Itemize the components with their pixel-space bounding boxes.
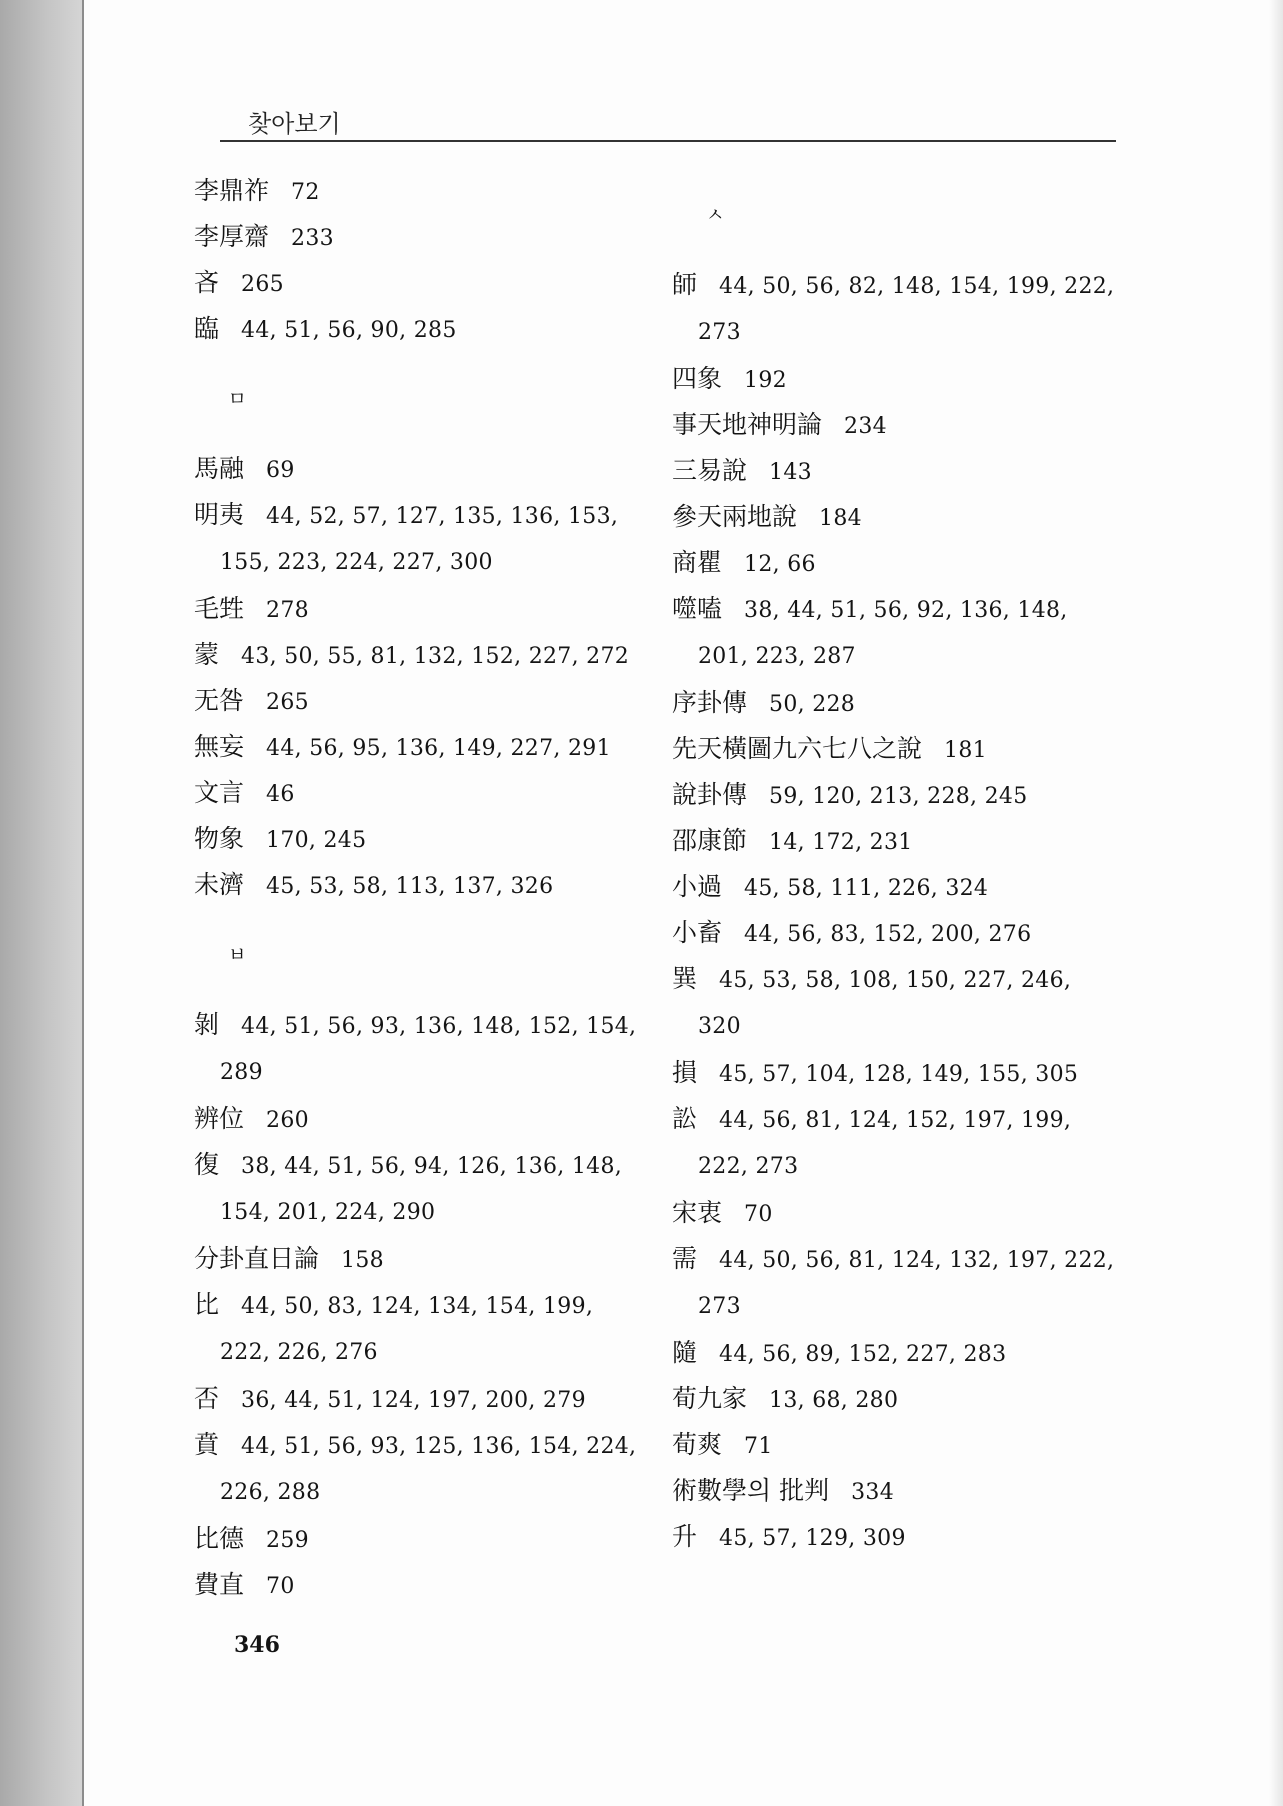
index-term: 蒙 <box>194 640 220 669</box>
section-heading-bieup: ㅂ <box>228 944 247 966</box>
index-pages: 45, 53, 58, 113, 137, 326 <box>266 874 554 899</box>
index-term: 文言 <box>194 778 245 807</box>
index-entry <box>194 632 734 678</box>
index-pages-continued: 273 <box>698 320 741 345</box>
index-term: 師 <box>672 270 698 299</box>
index-pages: 181 <box>944 738 987 763</box>
index-pages: 265 <box>266 690 309 715</box>
index-term: 說卦傳 <box>672 780 748 809</box>
index-term: 無妄 <box>194 732 245 761</box>
index-term: 否 <box>194 1384 220 1413</box>
index-term: 升 <box>672 1522 698 1551</box>
index-entry <box>194 862 734 908</box>
index-pages: 71 <box>744 1434 773 1459</box>
index-term: 小過 <box>672 872 723 901</box>
index-pages: 44, 50, 83, 124, 134, 154, 199, <box>241 1294 594 1319</box>
index-entry <box>672 1096 1212 1190</box>
index-term: 賁 <box>194 1430 220 1459</box>
running-head: 찾아보기 <box>248 110 341 138</box>
index-term: 宋衷 <box>672 1198 723 1227</box>
index-pages-continued: 289 <box>220 1060 263 1085</box>
index-term: 未濟 <box>194 870 245 899</box>
index-entry <box>672 910 1212 956</box>
index-pages: 14, 172, 231 <box>769 830 913 855</box>
index-term: 毛甡 <box>194 594 245 623</box>
index-term: 先天橫圖九六七八之說 <box>672 734 923 763</box>
section-heading-siot: ㅅ <box>706 204 725 226</box>
index-pages-continued: 154, 201, 224, 290 <box>220 1200 436 1225</box>
index-entry <box>672 356 1212 402</box>
index-group-mieum <box>194 446 734 908</box>
index-entry <box>194 492 734 586</box>
index-group-bieup <box>194 1002 734 1608</box>
index-entry <box>672 864 1212 910</box>
index-pages-continued: 155, 223, 224, 227, 300 <box>220 550 493 575</box>
index-pages-continued: 226, 288 <box>220 1480 321 1505</box>
index-pages: 158 <box>341 1248 384 1273</box>
index-entry <box>194 724 734 770</box>
page-number: 346 <box>234 1632 280 1658</box>
index-pages: 50, 228 <box>769 692 856 717</box>
index-term: 需 <box>672 1244 698 1273</box>
index-pages: 45, 57, 129, 309 <box>719 1526 906 1551</box>
index-pages-continued: 273 <box>698 1294 741 1319</box>
index-pages-continued: 222, 273 <box>698 1154 799 1179</box>
index-entry <box>194 446 734 492</box>
index-term: 小畜 <box>672 918 723 947</box>
index-pages: 44, 56, 95, 136, 149, 227, 291 <box>266 736 611 761</box>
index-pages: 44, 51, 56, 93, 136, 148, 152, 154, <box>241 1014 637 1039</box>
index-entry <box>672 1330 1212 1376</box>
index-pages: 45, 57, 104, 128, 149, 155, 305 <box>719 1062 1079 1087</box>
index-term: 隨 <box>672 1338 698 1367</box>
index-pages: 170, 245 <box>266 828 367 853</box>
index-pages: 44, 50, 56, 81, 124, 132, 197, 222, <box>719 1248 1115 1273</box>
index-pages: 59, 120, 213, 228, 245 <box>769 784 1028 809</box>
index-term: 術數學의 批判 <box>672 1476 830 1505</box>
index-term: 分卦直日論 <box>194 1244 320 1273</box>
index-entry <box>672 402 1212 448</box>
index-term: 訟 <box>672 1104 698 1133</box>
index-pages: 44, 50, 56, 82, 148, 154, 199, 222, <box>719 274 1115 299</box>
index-entry <box>194 1376 734 1422</box>
index-pages: 38, 44, 51, 56, 92, 136, 148, <box>744 598 1068 623</box>
index-term: 噬嗑 <box>672 594 723 623</box>
index-pages: 234 <box>844 414 887 439</box>
index-entry <box>672 818 1212 864</box>
index-pages: 44, 51, 56, 93, 125, 136, 154, 224, <box>241 1434 637 1459</box>
index-entry <box>672 1514 1212 1560</box>
index-entry <box>672 540 1212 586</box>
header-rule <box>220 140 1116 142</box>
index-entry <box>194 1562 734 1608</box>
index-term: 李厚齋 <box>194 222 270 251</box>
index-entry <box>672 1422 1212 1468</box>
index-term: 馬融 <box>194 454 245 483</box>
index-group-siot <box>672 262 1212 1560</box>
index-term: 李鼎祚 <box>194 176 270 205</box>
index-pages-continued: 222, 226, 276 <box>220 1340 378 1365</box>
index-term: 商瞿 <box>672 548 723 577</box>
index-entry <box>672 1236 1212 1330</box>
index-pages: 72 <box>291 180 320 205</box>
index-term: 邵康節 <box>672 826 748 855</box>
index-entry <box>672 1468 1212 1514</box>
index-pages: 143 <box>769 460 812 485</box>
index-entry <box>194 306 734 352</box>
index-term: 无咎 <box>194 686 245 715</box>
index-term: 事天地神明論 <box>672 410 823 439</box>
index-pages: 44, 56, 83, 152, 200, 276 <box>744 922 1032 947</box>
index-term: 荀爽 <box>672 1430 723 1459</box>
index-term: 巽 <box>672 964 698 993</box>
index-term: 比德 <box>194 1524 245 1553</box>
index-pages: 44, 52, 57, 127, 135, 136, 153, <box>266 504 619 529</box>
index-term: 剝 <box>194 1010 220 1039</box>
index-pages: 45, 58, 111, 226, 324 <box>744 876 989 901</box>
book-spine <box>0 0 84 1806</box>
index-entry <box>672 586 1212 680</box>
index-term: 四象 <box>672 364 723 393</box>
index-pages: 44, 56, 89, 152, 227, 283 <box>719 1342 1007 1367</box>
index-entry <box>194 1002 734 1096</box>
index-term: 明夷 <box>194 500 245 529</box>
index-pages: 44, 51, 56, 90, 285 <box>241 318 457 343</box>
index-entry <box>194 678 734 724</box>
index-pages: 36, 44, 51, 124, 197, 200, 279 <box>241 1388 586 1413</box>
index-pages: 43, 50, 55, 81, 132, 152, 227, 272 <box>241 644 630 669</box>
index-pages: 265 <box>241 272 284 297</box>
index-pages: 12, 66 <box>744 552 816 577</box>
index-entry <box>672 448 1212 494</box>
index-entry <box>194 1516 734 1562</box>
index-column-right <box>672 192 1212 1560</box>
index-pages: 69 <box>266 458 295 483</box>
index-entry <box>672 262 1212 356</box>
index-entry <box>672 680 1212 726</box>
index-entry <box>194 214 734 260</box>
index-entry <box>194 168 734 214</box>
index-term: 荀九家 <box>672 1384 748 1413</box>
index-pages-continued: 320 <box>698 1014 741 1039</box>
index-entry <box>194 770 734 816</box>
index-entry <box>194 1142 734 1236</box>
index-entry <box>672 494 1212 540</box>
index-pages: 259 <box>266 1528 309 1553</box>
index-entry <box>672 772 1212 818</box>
index-pages: 38, 44, 51, 56, 94, 126, 136, 148, <box>241 1154 623 1179</box>
index-pages: 45, 53, 58, 108, 150, 227, 246, <box>719 968 1072 993</box>
index-entry <box>194 1096 734 1142</box>
index-term: 辨位 <box>194 1104 245 1133</box>
index-term: 復 <box>194 1150 220 1179</box>
index-entry <box>672 956 1212 1050</box>
index-pages: 70 <box>744 1202 773 1227</box>
index-pages: 278 <box>266 598 309 623</box>
index-entry <box>194 260 734 306</box>
index-entry <box>194 1282 734 1376</box>
index-term: 三易說 <box>672 456 748 485</box>
index-entry <box>672 726 1212 772</box>
index-pages-continued: 201, 223, 287 <box>698 644 856 669</box>
index-pages: 44, 56, 81, 124, 152, 197, 199, <box>719 1108 1072 1133</box>
index-entry <box>194 586 734 632</box>
index-entry <box>672 1376 1212 1422</box>
index-pages: 260 <box>266 1108 309 1133</box>
index-pages: 13, 68, 280 <box>769 1388 899 1413</box>
index-entry <box>672 1190 1212 1236</box>
index-term: 參天兩地說 <box>672 502 798 531</box>
index-pages: 46 <box>266 782 295 807</box>
index-term: 吝 <box>194 268 220 297</box>
page-edge <box>1269 0 1283 1806</box>
index-entry <box>672 1050 1212 1096</box>
index-term: 費直 <box>194 1570 245 1599</box>
index-term: 臨 <box>194 314 220 343</box>
index-group-continued <box>194 168 734 352</box>
index-pages: 184 <box>819 506 862 531</box>
index-entry <box>194 1236 734 1282</box>
index-pages: 70 <box>266 1574 295 1599</box>
index-term: 物象 <box>194 824 245 853</box>
section-heading-mieum: ㅁ <box>228 388 247 410</box>
index-pages: 334 <box>851 1480 895 1505</box>
index-term: 序卦傳 <box>672 688 748 717</box>
index-column-left <box>194 168 734 1608</box>
index-entry <box>194 816 734 862</box>
index-term: 比 <box>194 1290 220 1319</box>
book-page <box>84 0 1283 1806</box>
index-entry <box>194 1422 734 1516</box>
index-term: 損 <box>672 1058 698 1087</box>
index-pages: 192 <box>744 368 787 393</box>
index-pages: 233 <box>291 226 334 251</box>
